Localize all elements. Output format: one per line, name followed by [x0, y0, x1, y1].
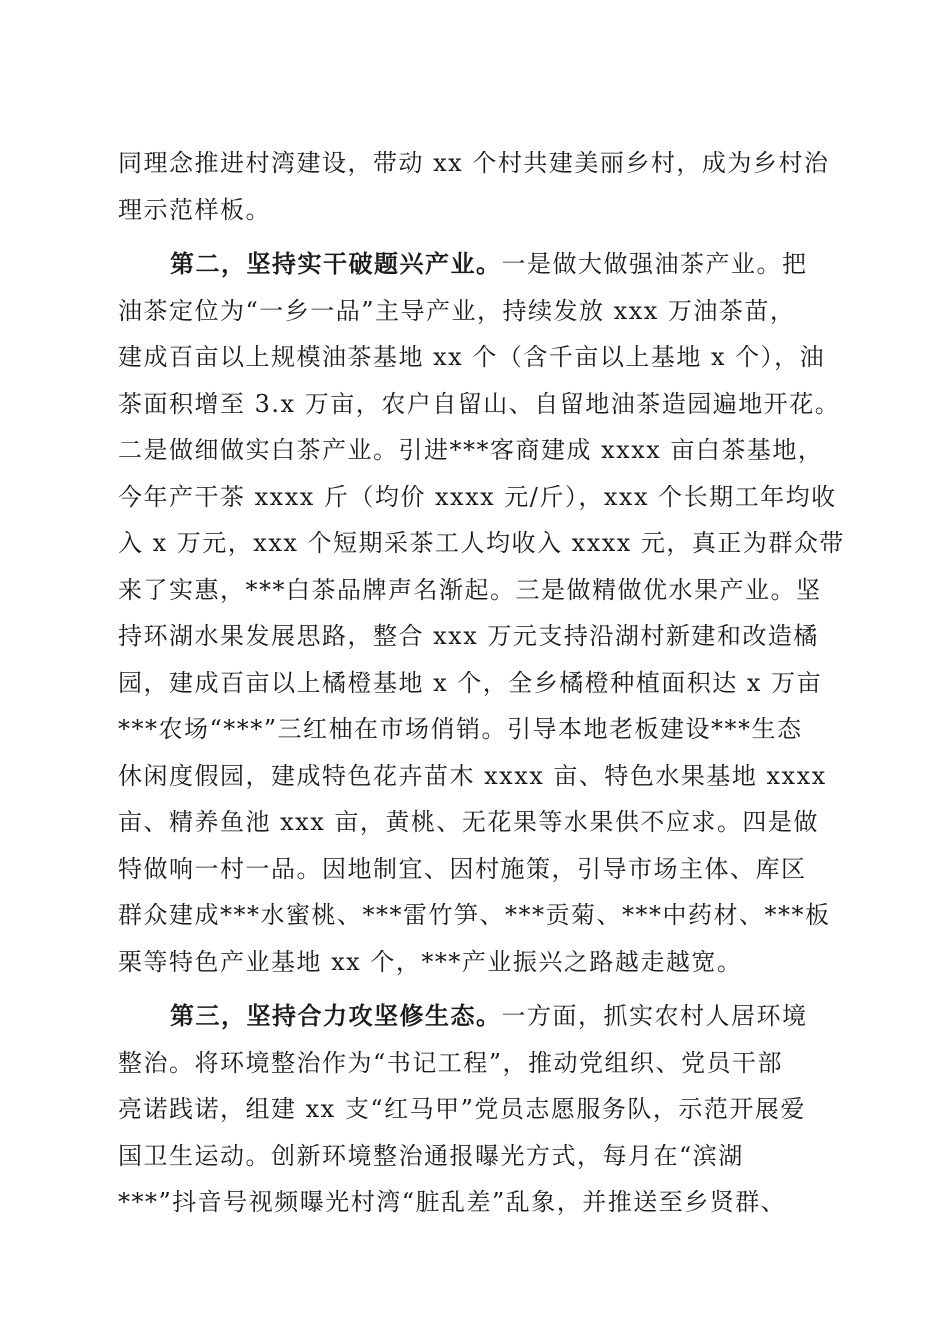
text-fragment: 一方面，抓实农村人居环境 [501, 1002, 808, 1030]
text-line: 群众建成***水蜜桃、***雷竹笋、***贡菊、***中药材、***板 [118, 901, 831, 929]
text-line: 国卫生运动。创新环境整治通报曝光方式，每月在“滨湖 [118, 1141, 744, 1170]
text-line: 栗等特色产业基地 xx 个，***产业振兴之路越走越宽。 [118, 947, 743, 976]
text-line: 园，建成百亩以上橘橙基地 x 个，全乡橘橙种植面积达 x 万亩 [118, 668, 823, 697]
text-line: 亩、精养鱼池 xxx 亩，黄桃、无花果等水果供不应求。四是做 [118, 808, 819, 836]
text-line: 同理念推进村湾建设，带动 xx 个村共建美丽乡村，成为乡村治 [118, 149, 830, 177]
paragraph-heading: 第三，坚持合力攻坚修生态。 [170, 1001, 502, 1030]
text-line: 特做响一村一品。因地制宜、因村施策，引导市场主体、库区 [118, 854, 807, 883]
text-line: 亮诺践诺，组建 xx 支“红马甲”党员志愿服务队，示范开展爱 [118, 1095, 806, 1123]
paragraph-first-line [118, 993, 838, 1040]
text-line: 茶面积增至 3.x 万亩，农户自留山、自留地油茶造园遍地开花。 [118, 389, 841, 418]
text-line: 休闲度假园，建成特色花卉苗木 xxxx 亩、特色水果基地 xxxx [118, 761, 827, 790]
text-line: 入 x 万元，xxx 个短期采茶工人均收入 xxxx 元，真正为群众带 [118, 529, 845, 557]
text-line: 二是做细做实白茶产业。引进***客商建成 xxxx 亩白茶基地， [118, 436, 824, 464]
text-line: 今年产干茶 xxxx 斤（均价 xxxx 元/斤），xxx 个长期工年均收 [118, 482, 837, 511]
text-line: 建成百亩以上规模油茶基地 xx 个（含千亩以上基地 x 个），油 [118, 343, 826, 371]
paragraph-heading: 第二，坚持实干破题兴产业。 [170, 249, 502, 278]
text-line: ***农场“***”三红柚在市场俏销。引导本地老板建设***生态 [118, 715, 803, 743]
text-line: 来了实惠，***白茶品牌声名渐起。三是做精做优水果产业。坚 [118, 575, 822, 604]
text-line: 整治。将环境整治作为“书记工程”，推动党组织、党员干部 [118, 1048, 784, 1077]
body-text [118, 140, 845, 1226]
text-fragment: 一是做大做强油茶产业。把 [501, 250, 808, 278]
text-line: ***”抖音号视频曝光村湾“脏乱差”乱象，并推送至乡贤群、 [118, 1188, 787, 1216]
text-line: 持环湖水果发展思路，整合 xxx 万元支持沿湖村新建和改造橘 [118, 622, 819, 650]
text-line: 油茶定位为“一乡一品”主导产业，持续发放 xxx 万油茶苗， [118, 296, 796, 325]
text-line: 理示范样板。 [118, 195, 271, 224]
paragraph-first-line [118, 241, 838, 288]
